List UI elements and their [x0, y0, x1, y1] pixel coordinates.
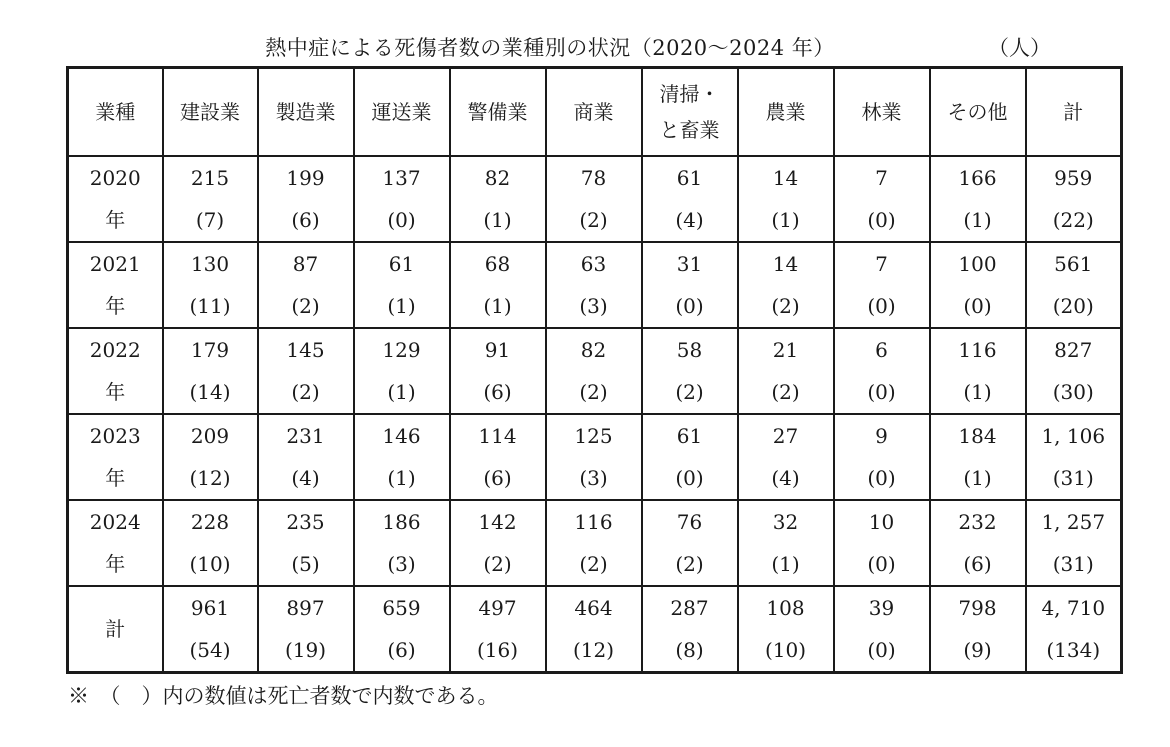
casualty-count: 68	[484, 252, 511, 276]
death-count: (0)	[867, 552, 896, 576]
casualty-count: 27	[772, 424, 799, 448]
header-cleaning-line1: 清掃・	[659, 82, 720, 106]
footnote: ※ （ ）内の数値は死亡者数で内数である。	[68, 684, 499, 708]
casualty-count: 78	[580, 166, 607, 190]
row-label	[68, 414, 163, 500]
table-row	[68, 242, 1122, 328]
data-cell	[642, 328, 738, 414]
casualty-count: 798	[958, 596, 997, 620]
casualty-count: 145	[286, 338, 325, 362]
header-transport: 運送業	[354, 68, 450, 157]
death-count: (31)	[1052, 552, 1094, 576]
death-count: (0)	[867, 638, 896, 662]
data-cell	[450, 328, 546, 414]
death-count: (0)	[963, 294, 992, 318]
header-manufacturing: 製造業	[258, 68, 354, 157]
casualty-count: 464	[574, 596, 613, 620]
casualty-count: 58	[676, 338, 703, 362]
death-count: (1)	[963, 208, 992, 232]
casualty-count: 39	[868, 596, 895, 620]
casualty-count: 14	[772, 252, 799, 276]
data-cell	[546, 156, 642, 242]
table-row	[68, 500, 1122, 586]
table-row	[68, 586, 1122, 673]
row-label-line: 年	[105, 380, 126, 404]
data-cell	[258, 414, 354, 500]
casualty-count: 228	[190, 510, 230, 534]
data-cell	[1026, 414, 1122, 500]
data-cell	[163, 586, 258, 673]
header-forestry: 林業	[834, 68, 930, 157]
casualty-count: 82	[580, 338, 607, 362]
death-count: (6)	[387, 638, 416, 662]
death-count: (0)	[867, 466, 896, 490]
casualty-count: 10	[868, 510, 895, 534]
casualty-count: 9	[875, 424, 888, 448]
casualty-count: 235	[286, 510, 325, 534]
data-cell	[258, 328, 354, 414]
data-cell	[930, 242, 1026, 328]
row-label-line: 2022	[89, 338, 141, 362]
casualty-count: 61	[676, 166, 703, 190]
casualty-count: 129	[382, 338, 421, 362]
data-cell	[642, 414, 738, 500]
header-agriculture: 農業	[738, 68, 834, 157]
data-cell	[546, 242, 642, 328]
header-other: その他	[930, 68, 1026, 157]
data-cell	[642, 242, 738, 328]
casualty-count: 179	[190, 338, 230, 362]
data-cell	[1026, 242, 1122, 328]
casualty-count: 91	[484, 338, 511, 362]
row-label-line: 計	[105, 617, 126, 641]
data-cell	[258, 156, 354, 242]
data-cell	[354, 500, 450, 586]
casualty-count: 215	[190, 166, 230, 190]
death-count: (30)	[1052, 380, 1094, 404]
death-count: (2)	[579, 380, 608, 404]
casualty-count: 287	[670, 596, 709, 620]
casualty-count: 659	[382, 596, 421, 620]
table-row	[68, 414, 1122, 500]
death-count: (20)	[1052, 294, 1094, 318]
data-cell	[834, 414, 930, 500]
data-cell	[163, 156, 258, 242]
death-count: (1)	[483, 294, 512, 318]
data-cell	[354, 414, 450, 500]
casualty-count: 561	[1054, 252, 1093, 276]
data-cell	[642, 500, 738, 586]
death-count: (4)	[291, 466, 320, 490]
death-count: (2)	[291, 294, 320, 318]
row-label-line: 年	[105, 466, 126, 490]
row-label	[68, 156, 163, 242]
death-count: (16)	[476, 638, 519, 662]
death-count: (2)	[771, 294, 800, 318]
row-label-line: 2020	[89, 166, 141, 190]
casualty-count: 61	[676, 424, 703, 448]
data-cell	[450, 414, 546, 500]
data-cell	[930, 586, 1026, 673]
casualty-count: 209	[190, 424, 230, 448]
data-cell	[738, 328, 834, 414]
death-count: (10)	[764, 638, 807, 662]
data-cell	[354, 586, 450, 673]
unit-label: （人）	[988, 36, 1051, 60]
death-count: (1)	[771, 552, 800, 576]
death-count: (1)	[387, 294, 416, 318]
casualty-count: 199	[286, 166, 325, 190]
data-cell	[1026, 156, 1122, 242]
data-cell	[930, 328, 1026, 414]
data-cell	[163, 414, 258, 500]
casualty-count: 87	[292, 252, 319, 276]
casualty-count: 130	[190, 252, 230, 276]
death-count: (1)	[387, 466, 416, 490]
casualty-count: 82	[484, 166, 511, 190]
data-cell	[834, 500, 930, 586]
row-label-line: 2023	[89, 424, 141, 448]
casualty-count: 7	[875, 252, 888, 276]
data-cell	[546, 500, 642, 586]
casualty-count: 137	[382, 166, 421, 190]
data-cell	[834, 328, 930, 414]
data-cell	[163, 328, 258, 414]
header-cleaning-slaughter	[642, 68, 738, 157]
death-count: (3)	[579, 466, 608, 490]
death-count: (0)	[675, 466, 704, 490]
casualty-count: 61	[388, 252, 415, 276]
casualty-count: 14	[772, 166, 799, 190]
data-cell	[1026, 500, 1122, 586]
casualty-count: 166	[958, 166, 997, 190]
death-count: (10)	[189, 552, 231, 576]
row-label-line: 年	[105, 208, 126, 232]
casualty-count: 76	[676, 510, 703, 534]
casualty-count: 186	[382, 510, 421, 534]
data-cell	[450, 586, 546, 673]
casualty-count: 32	[772, 510, 799, 534]
data-cell	[163, 500, 258, 586]
header-construction: 建設業	[163, 68, 258, 157]
data-cell	[354, 242, 450, 328]
death-count: (8)	[675, 638, 704, 662]
death-count: (31)	[1052, 466, 1094, 490]
death-count: (0)	[675, 294, 704, 318]
data-cell	[930, 500, 1026, 586]
data-cell	[354, 156, 450, 242]
casualty-count: 1, 106	[1041, 424, 1106, 448]
data-cell	[258, 586, 354, 673]
row-label-line: 年	[105, 552, 126, 576]
data-cell	[546, 586, 642, 673]
death-count: (22)	[1052, 208, 1094, 232]
death-count: (7)	[195, 208, 225, 232]
death-count: (2)	[579, 552, 608, 576]
header-total: 計	[1026, 68, 1122, 157]
death-count: (0)	[867, 208, 896, 232]
death-count: (5)	[291, 552, 320, 576]
data-cell	[930, 156, 1026, 242]
death-count: (6)	[483, 466, 512, 490]
death-count: (134)	[1046, 638, 1101, 662]
casualty-count: 4, 710	[1041, 596, 1106, 620]
death-count: (6)	[963, 552, 992, 576]
data-cell	[546, 328, 642, 414]
death-count: (2)	[291, 380, 320, 404]
death-count: (2)	[579, 208, 608, 232]
header-row	[68, 68, 1122, 157]
death-count: (0)	[867, 380, 896, 404]
casualty-count: 827	[1054, 338, 1093, 362]
data-cell	[258, 242, 354, 328]
casualty-count: 114	[478, 424, 517, 448]
death-count: (14)	[189, 380, 231, 404]
data-cell	[834, 156, 930, 242]
death-count: (2)	[675, 552, 704, 576]
casualty-count: 146	[382, 424, 421, 448]
casualty-count: 184	[958, 424, 997, 448]
row-label	[68, 242, 163, 328]
casualty-count: 961	[190, 596, 230, 620]
death-count: (1)	[771, 208, 800, 232]
data-cell	[354, 328, 450, 414]
death-count: (0)	[867, 294, 896, 318]
data-cell	[450, 156, 546, 242]
death-count: (2)	[771, 380, 800, 404]
death-count: (1)	[483, 208, 512, 232]
header-cleaning-line2: と畜業	[659, 118, 720, 142]
casualty-count: 497	[478, 596, 517, 620]
data-cell	[738, 242, 834, 328]
casualty-count: 142	[478, 510, 517, 534]
death-count: (1)	[387, 380, 416, 404]
casualty-count: 897	[286, 596, 325, 620]
casualty-count: 231	[286, 424, 325, 448]
casualty-count: 63	[580, 252, 607, 276]
death-count: (4)	[675, 208, 704, 232]
data-cell	[738, 500, 834, 586]
data-cell	[642, 586, 738, 673]
data-cell	[1026, 586, 1122, 673]
death-count: (0)	[387, 208, 416, 232]
header-corner: 業種	[68, 68, 163, 157]
death-count: (54)	[189, 638, 231, 662]
casualty-count: 232	[958, 510, 997, 534]
data-cell	[1026, 328, 1122, 414]
data-cell	[738, 414, 834, 500]
data-cell	[546, 414, 642, 500]
data-cell	[738, 586, 834, 673]
header-security: 警備業	[450, 68, 546, 157]
casualty-count: 21	[772, 338, 799, 362]
casualty-count: 116	[574, 510, 613, 534]
row-label-line: 2021	[89, 252, 141, 276]
data-cell	[163, 242, 258, 328]
casualty-count: 100	[958, 252, 997, 276]
casualty-table	[66, 66, 1123, 674]
row-label	[68, 586, 163, 673]
data-cell	[738, 156, 834, 242]
death-count: (11)	[189, 294, 231, 318]
table-row	[68, 328, 1122, 414]
data-cell	[834, 242, 930, 328]
data-cell	[642, 156, 738, 242]
death-count: (2)	[483, 552, 512, 576]
death-count: (1)	[963, 380, 992, 404]
casualty-count: 959	[1054, 166, 1093, 190]
death-count: (12)	[572, 638, 615, 662]
row-label	[68, 500, 163, 586]
header-commerce: 商業	[546, 68, 642, 157]
death-count: (3)	[579, 294, 608, 318]
death-count: (19)	[284, 638, 327, 662]
casualty-count: 116	[958, 338, 997, 362]
data-cell	[930, 414, 1026, 500]
casualty-count: 31	[676, 252, 703, 276]
death-count: (1)	[963, 466, 992, 490]
row-label	[68, 328, 163, 414]
death-count: (2)	[675, 380, 704, 404]
casualty-count: 125	[574, 424, 613, 448]
death-count: (6)	[291, 208, 320, 232]
table-row	[68, 156, 1122, 242]
data-cell	[834, 586, 930, 673]
death-count: (4)	[771, 466, 800, 490]
data-cell	[258, 500, 354, 586]
death-count: (9)	[963, 638, 992, 662]
death-count: (3)	[387, 552, 416, 576]
data-cell	[450, 242, 546, 328]
casualty-count: 1, 257	[1041, 510, 1106, 534]
casualty-count: 7	[875, 166, 888, 190]
row-label-line: 年	[105, 294, 126, 318]
table-title: 熱中症による死傷者数の業種別の状況（2020〜2024 年）	[265, 36, 835, 60]
data-cell	[450, 500, 546, 586]
death-count: (6)	[483, 380, 512, 404]
row-label-line: 2024	[89, 510, 141, 534]
casualty-count: 108	[766, 596, 805, 620]
death-count: (12)	[189, 466, 231, 490]
casualty-count: 6	[875, 338, 888, 362]
